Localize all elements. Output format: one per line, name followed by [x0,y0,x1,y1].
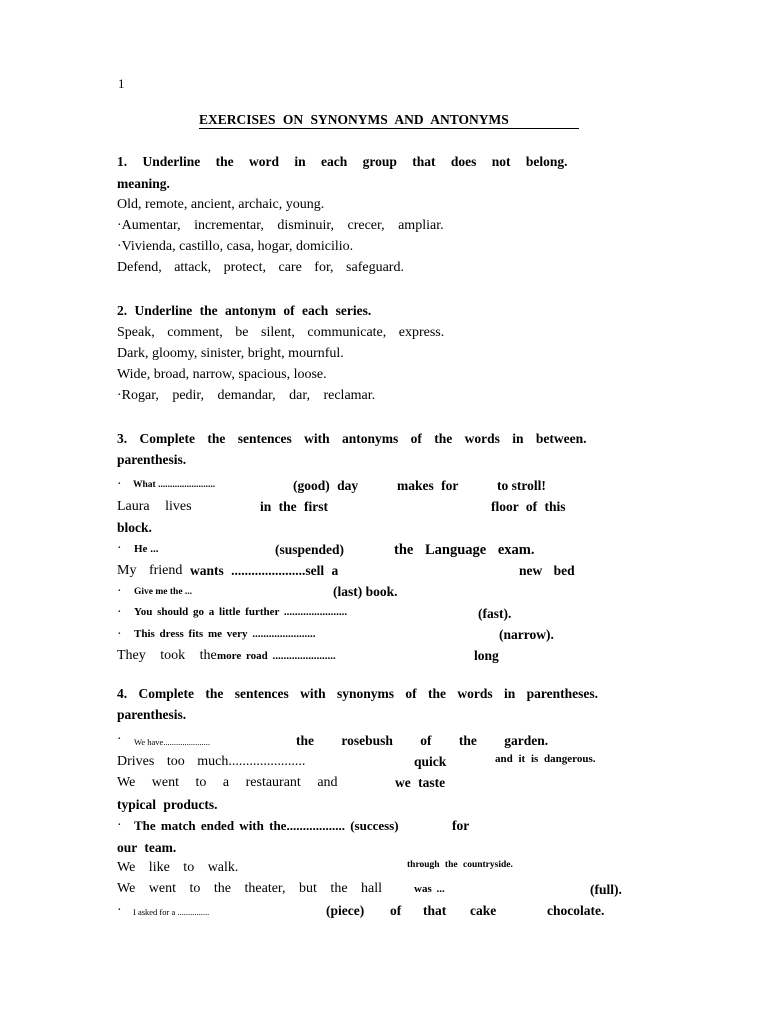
section-4-heading-cont: parenthesis. [117,707,187,722]
s4-r6-b: was ... [414,883,445,895]
s4-r7-c: of [390,903,402,918]
s3-r6-a: You should go a little further ....................... [134,606,348,618]
s4-r2-b: quick [414,754,447,769]
bullet: · [117,732,122,747]
s3-r5-b: (last) book. [333,584,398,599]
s3-r6-b: (fast). [478,606,512,621]
s3-r3-c: the Language exam. [394,542,535,558]
section-4-heading: 4. Complete the sentences with synonyms of the words in parentheses. [117,686,598,701]
bullet: · [117,627,122,642]
s4-r3-a: We went to a restaurant and [117,775,338,790]
s4-r7-a: I asked for a ............... [133,907,210,917]
section-3-heading: 3. Complete the sentences with antonyms of the words in between. [117,431,587,446]
s4-r7-d: that [423,903,447,918]
s3-r7-a: This dress fits me very ....................... [134,628,316,640]
s4-r4-a: The match ended with the.................. (success) [134,818,399,833]
bullet: · [117,818,122,833]
section-3-heading-cont: parenthesis. [117,452,187,467]
s3-r8-b: more road ....................... [217,650,336,662]
s4-r6-a: We went to the theater, but the hall [117,881,383,896]
s3-r8-a: They took the [117,648,217,663]
s3-r2-b: in the first [260,499,328,514]
s3-r3-a: He ... [134,543,159,555]
s3-r2-c: floor of this [491,499,566,514]
s3-r1-c: makes for [397,478,459,493]
s4-r2-a: Drives too much...................... [117,754,306,769]
s3-r1-b: (good) day [293,478,359,493]
s3-r1-d: to stroll! [497,478,546,493]
s3-r4-c: new bed [519,563,575,578]
bullet: · [117,477,122,492]
s3-r4-b: wants ......................sell a [190,563,339,578]
title-underline [199,128,579,129]
s3-r2-cont: block. [117,520,152,535]
s4-r4-cont: our team. [117,840,177,855]
section-1-line-3: ·Vivienda, castillo, casa, hogar, domicilio. [117,239,354,254]
section-2-line-2: Dark, gloomy, sinister, bright, mournful. [117,346,344,361]
bullet: · [117,903,122,918]
s3-r2-a: Laura lives [117,499,192,514]
page-title: EXERCISES ON SYNONYMS AND ANTONYMS [199,112,509,127]
section-1-line-1: Old, remote, ancient, archaic, young. [117,197,325,212]
bullet: · [117,541,122,556]
s4-r6-c: (full). [590,882,622,897]
s3-r8-c: long [474,648,499,663]
bullet: · [117,584,122,599]
section-1-line-2: ·Aumentar, incrementar, disminuir, crecer, ampliar. [117,218,444,233]
section-1-heading: 1. Underline the word in each group that does not belong. [117,154,568,169]
s4-r7-f: chocolate. [547,903,605,918]
s3-r7-b: (narrow). [499,627,554,642]
s4-r2-c: and it is dangerous. [495,753,596,765]
s3-r5-a: Give me the ... [134,587,193,597]
s4-r7-e: cake [470,903,497,918]
s4-r1-a: We have...................... [134,737,211,747]
s4-r5-b: through the countryside. [407,860,513,870]
section-1-heading-cont: meaning. [117,176,170,191]
s3-r4-a: My friend [117,563,183,578]
section-2-line-1: Speak, comment, be silent, communicate, express. [117,325,445,340]
s4-r7-b: (piece) [326,903,365,918]
s4-r3-cont: typical products. [117,797,218,812]
section-1-line-4: Defend, attack, protect, care for, safeguard. [117,260,404,275]
page-number: 1 [118,76,125,91]
section-2-line-3: Wide, broad, narrow, spacious, loose. [117,367,327,382]
s4-r4-b: for [452,818,470,833]
s3-r3-b: (suspended) [275,542,345,557]
bullet: · [117,605,122,620]
section-2-heading: 2. Underline the antonym of each series. [117,303,372,318]
s3-r1-a: What ........................ [133,480,216,490]
s4-r1-b: the rosebush of the garden. [296,733,549,748]
section-2-line-4: ·Rogar, pedir, demandar, dar, reclamar. [117,388,376,403]
s4-r3-b: we taste [395,775,446,790]
s4-r5-a: We like to walk. [117,860,239,875]
